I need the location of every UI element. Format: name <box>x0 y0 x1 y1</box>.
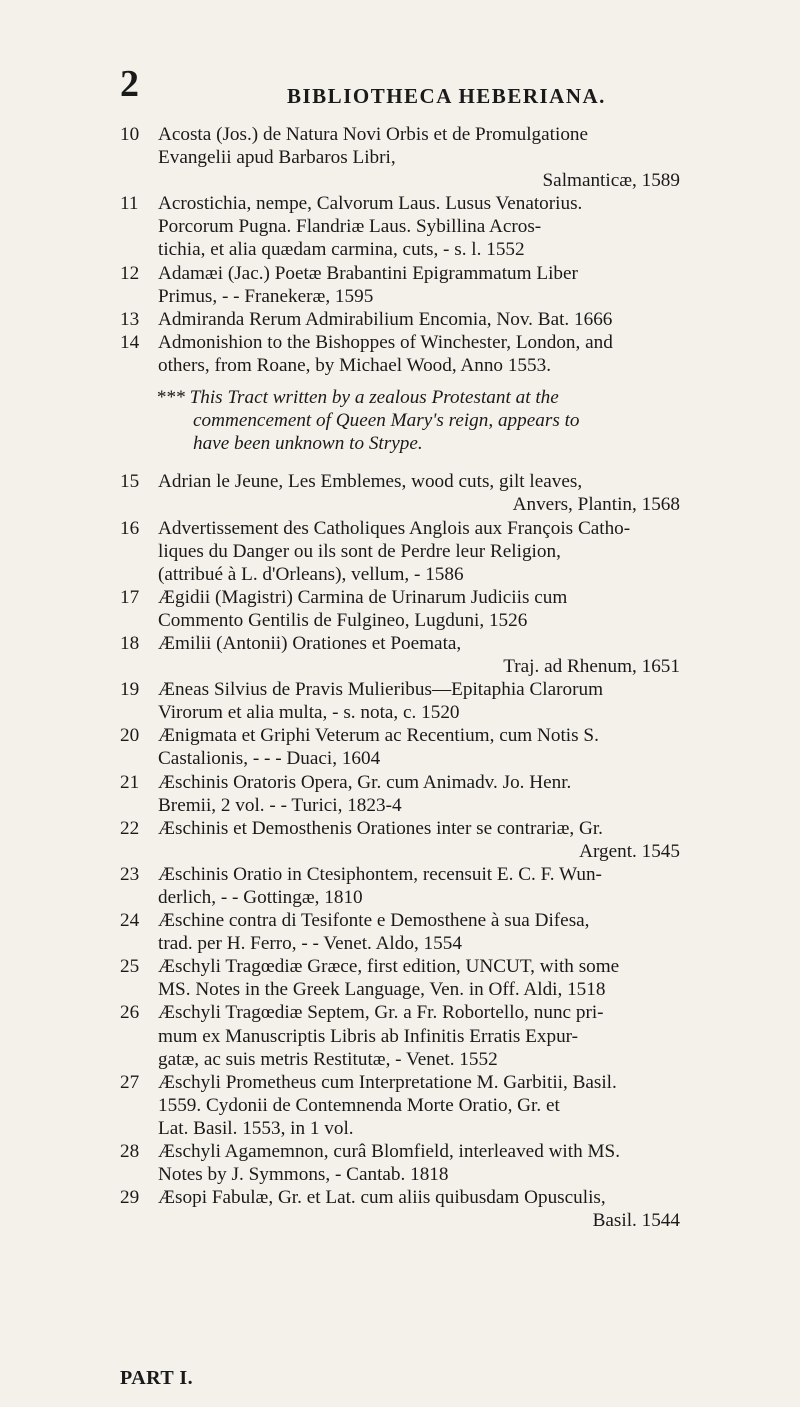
entry-number: 12 <box>120 262 140 284</box>
entry-number: 25 <box>120 956 140 978</box>
entry-line: Æschyli Tragœdiæ Septem, Gr. a Fr. Robortello, nunc pri- <box>158 1002 604 1024</box>
note-line: commencement of Queen Mary's reign, appears to <box>193 410 580 432</box>
entry-number: 27 <box>120 1071 140 1093</box>
entry-line: 1559. Cydonii de Contemnenda Morte Oratio, Gr. et <box>158 1094 560 1116</box>
entry-number: 22 <box>120 817 140 839</box>
catalogue-entry <box>120 262 680 308</box>
entry-line: trad. per H. Ferro, - - Venet. Aldo, 1554 <box>158 933 462 955</box>
catalogue-entry <box>120 517 680 586</box>
entry-line: Adrian le Jeune, Les Emblemes, wood cuts, gilt leaves, <box>158 471 583 493</box>
entry-number: 10 <box>120 124 140 145</box>
entry-line: Adamæi (Jac.) Poetæ Brabantini Epigrammatum Liber <box>158 262 578 284</box>
catalogue-entry <box>120 771 680 817</box>
entry-number: 11 <box>120 193 139 215</box>
catalogue-entry <box>120 331 680 377</box>
entry-line: Admonishion to the Bishoppes of Winchester, London, and <box>158 331 613 353</box>
entry-number: 18 <box>120 632 140 654</box>
entry-line: Æschyli Tragœdiæ Græce, first edition, UNCUT, with some <box>158 956 620 978</box>
catalogue-entry <box>120 192 680 261</box>
entry-line: Salmanticæ, 1589 <box>542 170 680 192</box>
entry-line: Bremii, 2 vol. - - Turici, 1823-4 <box>158 794 402 816</box>
entry-number: 14 <box>120 331 140 353</box>
entry-line: Advertissement des Catholiques Anglois aux François Catho- <box>158 517 631 539</box>
signature-mark: PART I. <box>120 1367 194 1389</box>
catalogue-entry <box>120 909 680 955</box>
entry-line: Traj. ad Rhenum, 1651 <box>503 656 680 678</box>
entry-line: tichia, et alia quædam carmina, cuts, - s. l. 1552 <box>158 239 525 261</box>
catalogue-entry <box>120 955 680 1001</box>
catalogue-entry <box>120 1186 680 1232</box>
entry-line: Æsopi Fabulæ, Gr. et Lat. cum aliis quibusdam Opusculis, <box>158 1187 606 1209</box>
entry-line: Acosta (Jos.) de Natura Novi Orbis et de Promulgatione <box>158 124 589 145</box>
catalogue-entry <box>120 123 680 192</box>
running-title: BIBLIOTHECA HEBERIANA. <box>287 84 606 108</box>
entry-line: Commento Gentilis de Fulgineo, Lugduni, 1526 <box>158 609 528 631</box>
entry-number: 16 <box>120 517 140 539</box>
catalogue-entry <box>120 1140 680 1186</box>
entry-line: Æmilii (Antonii) Orationes et Poemata, <box>158 632 462 654</box>
catalogue-entry <box>120 632 680 678</box>
entry-number: 26 <box>120 1002 140 1024</box>
catalogue-entry <box>120 678 680 724</box>
entry-number: 29 <box>120 1187 140 1209</box>
catalogue-entries <box>120 123 680 1232</box>
catalogue-entry <box>120 308 680 331</box>
entry-number: 24 <box>120 910 140 932</box>
catalogue-entry <box>120 724 680 770</box>
editorial-note <box>156 386 680 455</box>
entry-number: 19 <box>120 679 140 701</box>
entry-line: liques du Danger ou ils sont de Perdre leur Religion, <box>158 540 561 562</box>
entry-line: others, from Roane, by Michael Wood, Anno 1553. <box>158 354 551 376</box>
entry-number: 28 <box>120 1141 140 1163</box>
catalogue-entry <box>120 470 680 516</box>
catalogue-entry <box>120 817 680 863</box>
note-line: have been unknown to Strype. <box>193 433 423 455</box>
entry-line: Notes by J. Symmons, - Cantab. 1818 <box>158 1164 449 1186</box>
entry-line: Argent. 1545 <box>579 840 680 862</box>
entry-line: gatæ, ac suis metris Restitutæ, - Venet. 1552 <box>158 1048 498 1070</box>
entry-line: Æschyli Agamemnon, curâ Blomfield, interleaved with MS. <box>158 1141 621 1163</box>
entry-line: Æschinis et Demosthenis Orationes inter se contrariæ, Gr. <box>158 817 603 839</box>
entry-line: Lat. Basil. 1553, in 1 vol. <box>158 1117 354 1139</box>
catalogue-entry <box>120 586 680 632</box>
entry-line: Admiranda Rerum Admirabilium Encomia, Nov. Bat. 1666 <box>158 308 613 330</box>
note-line: *** This Tract written by a zealous Protestant at the <box>156 387 559 409</box>
entry-line: derlich, - - Gottingæ, 1810 <box>158 887 363 908</box>
entry-number: 17 <box>120 586 140 608</box>
entry-line: Primus, - - Franekeræ, 1595 <box>158 285 374 307</box>
entry-line: Æneas Silvius de Pravis Mulieribus—Epitaphia Clarorum <box>158 679 603 701</box>
entry-number: 13 <box>120 308 140 330</box>
entry-line: mum ex Manuscriptis Libris ab Infinitis Erratis Expur- <box>158 1025 579 1047</box>
entry-line: Basil. 1544 <box>592 1210 680 1232</box>
entry-line: Æschinis Oratoris Opera, Gr. cum Animadv. Jo. Henr. <box>158 771 572 793</box>
entry-line: Virorum et alia multa, - s. nota, c. 1520 <box>158 702 460 724</box>
catalogue-entry <box>120 863 680 909</box>
entry-line: Castalionis, - - - Duaci, 1604 <box>158 748 381 770</box>
entry-number: 23 <box>120 863 140 885</box>
entry-line: Evangelii apud Barbaros Libri, <box>158 147 396 169</box>
entry-line: MS. Notes in the Greek Language, Ven. in Off. Aldi, 1518 <box>158 979 606 1001</box>
entry-line: Æschinis Oratio in Ctesiphontem, recensuit E. C. F. Wun- <box>158 863 602 885</box>
page-number: 2 <box>120 63 139 105</box>
catalogue-entry <box>120 1071 680 1140</box>
entry-line: (attribué à L. d'Orleans), vellum, - 1586 <box>158 563 464 585</box>
entry-line: Ægidii (Magistri) Carmina de Urinarum Judiciis cum <box>158 586 568 608</box>
entry-number: 15 <box>120 471 140 493</box>
entry-line: Acrostichia, nempe, Calvorum Laus. Lusus Venatorius. <box>158 193 583 215</box>
entry-line: Æschine contra di Tesifonte e Demosthene à sua Difesa, <box>158 910 590 932</box>
entry-line: Æschyli Prometheus cum Interpretatione M. Garbitii, Basil. <box>158 1071 617 1093</box>
entry-number: 21 <box>120 771 140 793</box>
entry-line: Ænigmata et Griphi Veterum ac Recentium, cum Notis S. <box>158 725 599 747</box>
catalogue-entry <box>120 1001 680 1070</box>
entry-line: Porcorum Pugna. Flandriæ Laus. Sybillina Acros- <box>158 216 542 238</box>
entry-line: Anvers, Plantin, 1568 <box>512 494 680 516</box>
entry-number: 20 <box>120 725 140 747</box>
